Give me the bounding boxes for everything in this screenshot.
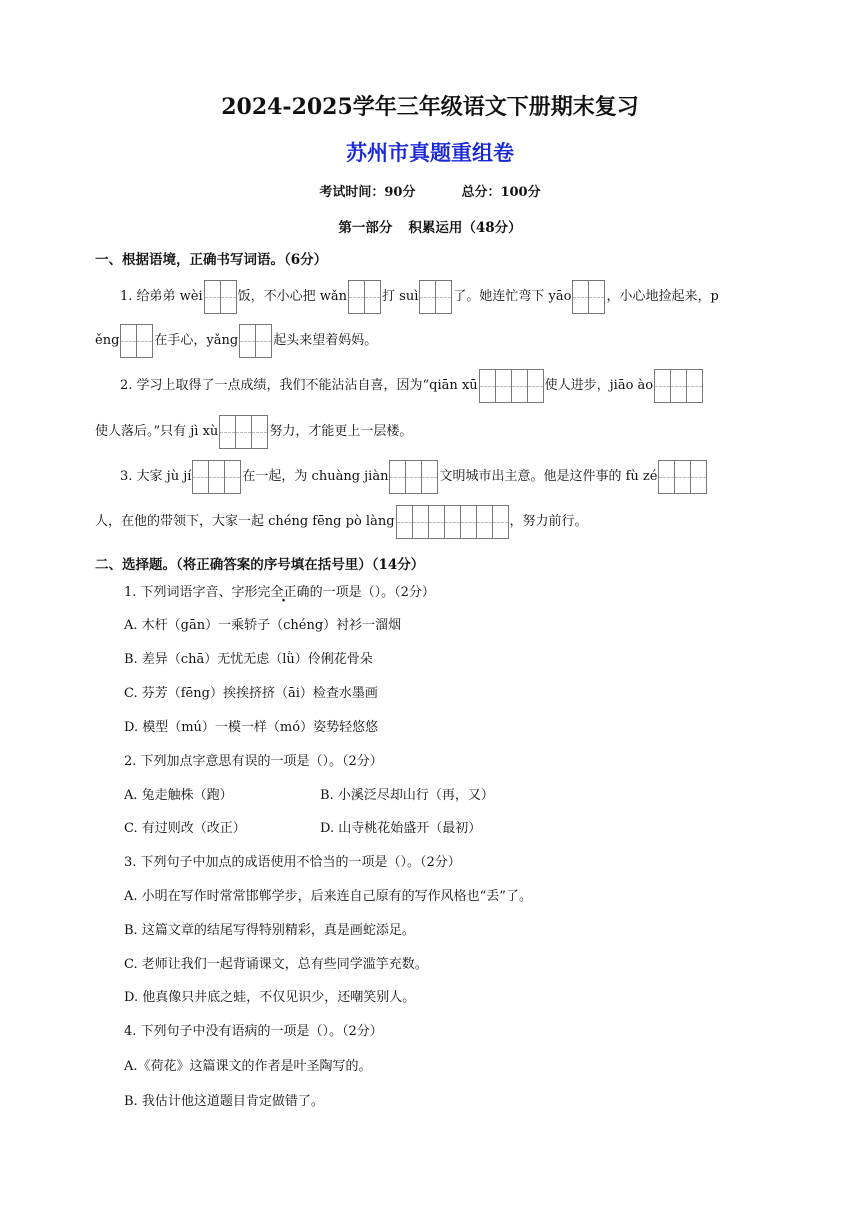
answer-box[interactable] — [120, 324, 137, 358]
mc-option: C. 芬芳（fēng）挨挨挤挤（āi）检查水墨画 — [124, 686, 378, 701]
answer-box[interactable] — [224, 460, 241, 494]
answer-boxes[interactable] — [348, 280, 381, 314]
answer-boxes[interactable] — [396, 505, 509, 539]
question-text: 文明城市出主意。他是这件事的 fù zé — [439, 469, 658, 484]
answer-box[interactable] — [658, 460, 675, 494]
answer-box[interactable] — [527, 369, 544, 403]
answer-boxes[interactable] — [389, 460, 438, 494]
answer-box[interactable] — [511, 369, 528, 403]
question-text: ěng — [95, 333, 120, 348]
answer-box[interactable] — [435, 280, 452, 314]
part-heading — [0, 216, 860, 236]
answer-box[interactable] — [572, 280, 589, 314]
answer-boxes[interactable] — [192, 460, 241, 494]
answer-box[interactable] — [239, 324, 256, 358]
section-heading-1: 一、根据语境，正确书写词语。（6分） — [95, 252, 328, 268]
mc-question-3-stem: 3. 下列句子中加点的成语使用不恰当的一项是（）。（2分） — [124, 855, 461, 870]
question-1-line-1 — [120, 280, 719, 314]
question-1-line-2 — [95, 324, 377, 358]
part-label: 第一部分 — [338, 220, 393, 236]
mc-option: D. 山寺桃花始盛开（最初） — [320, 821, 482, 836]
answer-box[interactable] — [690, 460, 707, 494]
stem-text: 1. 下列词语字音、字形 — [124, 585, 258, 600]
answer-box[interactable] — [136, 324, 153, 358]
answer-box[interactable] — [412, 505, 429, 539]
question-text: 人，在他的带领下，大家一起 chéng fēng pò làng — [95, 514, 395, 529]
stem-dotted-text: 完全正确 — [257, 585, 310, 600]
answer-boxes[interactable] — [419, 280, 452, 314]
question-text: ，小心地捡起来，p — [606, 289, 719, 304]
mc-option: A.《荷花》这篇课文的作者是叶圣陶写的。 — [124, 1059, 372, 1074]
question-text: 使人落后。”只有 jì xù — [95, 424, 219, 439]
page-title: 2024-2025学年三年级语文下册期末复习 — [221, 94, 639, 120]
answer-box[interactable] — [219, 415, 236, 449]
answer-boxes[interactable] — [120, 324, 153, 358]
question-2-line-2 — [95, 415, 412, 449]
answer-box[interactable] — [204, 280, 221, 314]
mc-question-2-stem: 2. 下列加点字意思有误的一项是（）。（2分） — [124, 754, 383, 769]
answer-box[interactable] — [495, 369, 512, 403]
section-heading-2: 二、选择题。（将正确答案的序号填在括号里）（14分） — [95, 557, 425, 573]
answer-box[interactable] — [208, 460, 225, 494]
question-text: ，努力前行。 — [509, 514, 588, 529]
question-text: 使人进步，jiāo ào — [544, 378, 654, 393]
mc-option: B. 差异（chā）无忧无虑（lǜ）伶俐花骨朵 — [124, 652, 373, 667]
mc-option: D. 他真像只井底之蛙，不仅见识少，还嘲笑别人。 — [124, 990, 416, 1005]
mc-option: A. 小明在写作时常常邯郸学步，后来连自己原有的写作风格也“丢”了。 — [124, 889, 532, 904]
answer-box[interactable] — [492, 505, 509, 539]
exam-meta — [0, 181, 860, 200]
question-text: 饭，不小心把 wǎn — [237, 289, 348, 304]
question-2-line-1 — [120, 369, 704, 403]
mc-option: D. 模型（mú）一模一样（mó）姿势轻悠悠 — [124, 720, 379, 735]
answer-box[interactable] — [444, 505, 461, 539]
answer-box[interactable] — [251, 415, 268, 449]
answer-box[interactable] — [389, 460, 406, 494]
answer-box[interactable] — [235, 415, 252, 449]
question-text: 3. 大家 jù jí — [120, 469, 192, 484]
page-subtitle: 苏州市真题重组卷 — [346, 140, 514, 165]
answer-box[interactable] — [476, 505, 493, 539]
answer-box[interactable] — [674, 460, 691, 494]
answer-box[interactable] — [460, 505, 477, 539]
answer-box[interactable] — [421, 460, 438, 494]
question-3-line-1 — [120, 460, 708, 494]
answer-box[interactable] — [364, 280, 381, 314]
answer-box[interactable] — [348, 280, 365, 314]
question-text: 2. 学习上取得了一点成绩，我们不能沾沾自喜，因为“qiān xū — [120, 378, 478, 393]
mc-option: C. 有过则改（改正） — [124, 821, 246, 836]
mc-option: B. 我估计他这道题目肯定做错了。 — [124, 1094, 324, 1109]
answer-boxes[interactable] — [654, 369, 703, 403]
answer-boxes[interactable] — [658, 460, 707, 494]
answer-box[interactable] — [588, 280, 605, 314]
stem-text: 的一项是（）。（2分） — [309, 585, 435, 600]
mc-option: C. 老师让我们一起背诵课文，总有些同学滥竽充数。 — [124, 957, 428, 972]
total-score: 总分：100分 — [461, 185, 541, 200]
answer-box[interactable] — [686, 369, 703, 403]
mc-question-4-stem: 4. 下列句子中没有语病的一项是（）。（2分） — [124, 1024, 383, 1039]
part-title: 积累运用（48分） — [408, 220, 522, 236]
answer-boxes[interactable] — [479, 369, 544, 403]
question-text: 打 suì — [382, 289, 419, 304]
question-text: 了。她连忙弯下 yāo — [453, 289, 572, 304]
question-3-line-2 — [95, 505, 588, 539]
mc-option: B. 小溪泛尽却山行（再，又） — [320, 788, 494, 803]
question-text: 在手心，yǎng — [154, 333, 239, 348]
answer-boxes[interactable] — [239, 324, 272, 358]
answer-boxes[interactable] — [204, 280, 237, 314]
question-text: 努力，才能更上一层楼。 — [269, 424, 413, 439]
mc-option: A. 兔走触株（跑） — [124, 788, 233, 803]
answer-box[interactable] — [220, 280, 237, 314]
answer-box[interactable] — [255, 324, 272, 358]
answer-box[interactable] — [396, 505, 413, 539]
question-text: 1. 给弟弟 wèi — [120, 289, 203, 304]
question-text: 在一起，为 chuàng jiàn — [242, 469, 389, 484]
answer-box[interactable] — [479, 369, 496, 403]
exam-time: 考试时间：90分 — [319, 185, 416, 200]
answer-box[interactable] — [192, 460, 209, 494]
answer-box[interactable] — [654, 369, 671, 403]
answer-box[interactable] — [419, 280, 436, 314]
mc-option: A. 木杆（gān）一乘轿子（chéng）衬衫一溜烟 — [124, 618, 402, 633]
answer-box[interactable] — [428, 505, 445, 539]
question-text: 起头来望着妈妈。 — [273, 333, 378, 348]
answer-box[interactable] — [670, 369, 687, 403]
mc-question-1-stem — [124, 583, 435, 603]
answer-boxes[interactable] — [219, 415, 268, 449]
answer-boxes[interactable] — [572, 280, 605, 314]
mc-option: B. 这篇文章的结尾写得特别精彩，真是画蛇添足。 — [124, 923, 415, 938]
answer-box[interactable] — [405, 460, 422, 494]
